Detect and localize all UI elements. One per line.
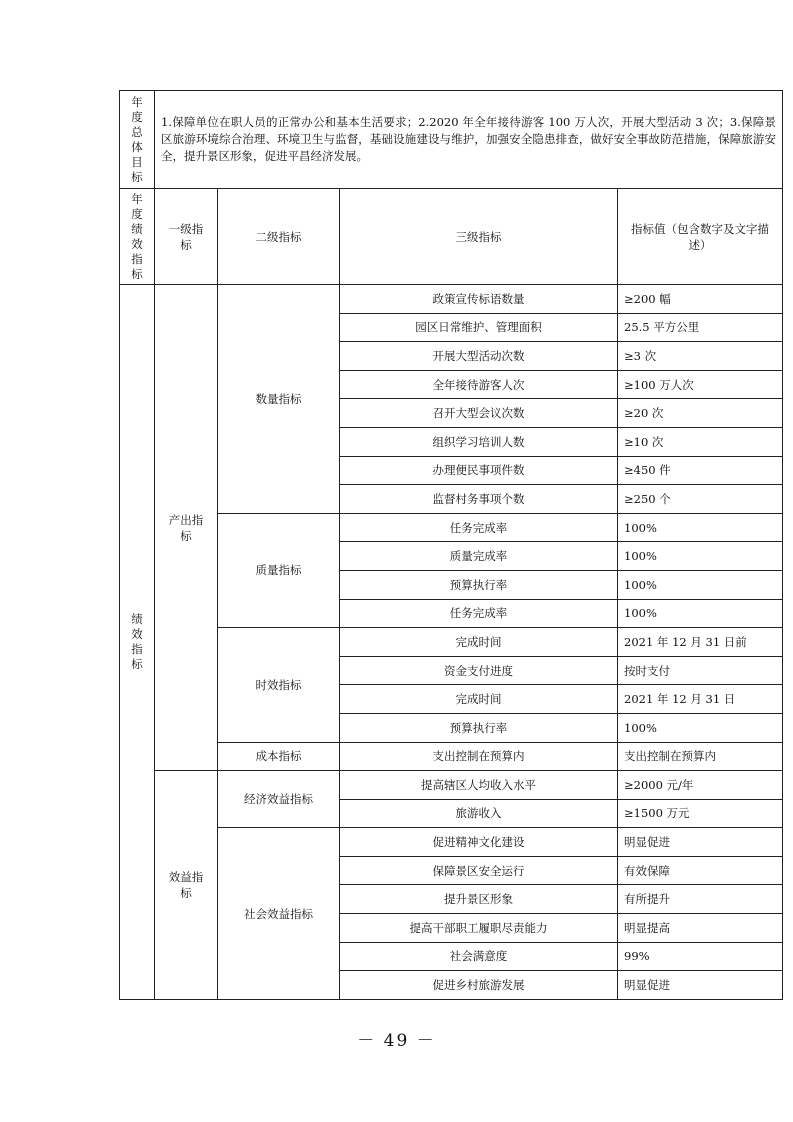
level3-cell: 政策宣传标语数量: [340, 285, 618, 314]
level3-cell: 任务完成率: [340, 513, 618, 542]
level2-header: 二级指标: [218, 189, 340, 285]
value-cell: 100%: [618, 513, 783, 542]
level3-cell: 支出控制在预算内: [340, 742, 618, 771]
value-cell: 99%: [618, 942, 783, 971]
table-row: [120, 771, 783, 800]
table-row: [120, 513, 783, 542]
performance-table: [119, 90, 783, 1000]
value-header: 指标值（包含数字及文字描述）: [618, 189, 783, 285]
table-row: [120, 742, 783, 771]
level3-cell: 预算执行率: [340, 570, 618, 599]
value-cell: 有效保障: [618, 856, 783, 885]
value-cell: ≥1500 万元: [618, 799, 783, 828]
level3-cell: 召开大型会议次数: [340, 399, 618, 428]
value-cell: ≥3 次: [618, 342, 783, 371]
page-number: － 49 －: [357, 1031, 436, 1051]
table-row: [120, 285, 783, 314]
annual-goal-text: 1.保障单位在职人员的正常办公和基本生活要求；2.2020 年全年接待游客 100 万人次，开展大型活动 3 次；3.保障景区旅游环境综合治理、环境卫生与监督，基础设施建设与维护，加强安全隐患排查，做好安全事故防范措施，保障旅游安全，提升景区形象，促进平昌经济发展。: [155, 91, 783, 189]
output-indicator-label: 产出指标: [155, 285, 218, 771]
level3-header: 三级指标: [340, 189, 618, 285]
perf-indicator-header-label: 年 度 绩 效 指 标: [120, 189, 155, 285]
value-cell: 100%: [618, 599, 783, 628]
level3-cell: 完成时间: [340, 628, 618, 657]
value-cell: 100%: [618, 542, 783, 571]
perf-indicator-label: 绩 效 指 标: [120, 285, 155, 1000]
value-cell: 100%: [618, 570, 783, 599]
value-cell: 明显促进: [618, 828, 783, 857]
level3-cell: 提高干部职工履职尽责能力: [340, 914, 618, 943]
level3-cell: 全年接待游客人次: [340, 370, 618, 399]
value-cell: ≥250 个: [618, 485, 783, 514]
timeliness-indicator-label: 时效指标: [218, 628, 340, 742]
table-row: [120, 628, 783, 657]
header-row: [120, 189, 783, 285]
social-benefit-label: 社会效益指标: [218, 828, 340, 1000]
level3-cell: 完成时间: [340, 685, 618, 714]
level3-cell: 旅游收入: [340, 799, 618, 828]
value-cell: 100%: [618, 713, 783, 742]
value-cell: 支出控制在预算内: [618, 742, 783, 771]
value-cell: ≥450 件: [618, 456, 783, 485]
level3-cell: 任务完成率: [340, 599, 618, 628]
value-cell: ≥10 次: [618, 427, 783, 456]
value-cell: 按时支付: [618, 656, 783, 685]
value-cell: 2021 年 12 月 31 日前: [618, 628, 783, 657]
level1-header: 一级指标: [155, 189, 218, 285]
level3-cell: 促进乡村旅游发展: [340, 971, 618, 1000]
value-cell: 明显提高: [618, 914, 783, 943]
quality-indicator-label: 质量指标: [218, 513, 340, 627]
level3-cell: 办理便民事项件数: [340, 456, 618, 485]
value-cell: 2021 年 12 月 31 日: [618, 685, 783, 714]
level3-cell: 提升景区形象: [340, 885, 618, 914]
level3-cell: 提高辖区人均收入水平: [340, 771, 618, 800]
value-cell: ≥2000 元/年: [618, 771, 783, 800]
value-cell: 25.5 平方公里: [618, 313, 783, 342]
economic-benefit-label: 经济效益指标: [218, 771, 340, 828]
value-cell: 有所提升: [618, 885, 783, 914]
value-cell: 明显促进: [618, 971, 783, 1000]
annual-goal-row: [120, 91, 783, 189]
level3-cell: 资金支付进度: [340, 656, 618, 685]
level3-cell: 园区日常维护、管理面积: [340, 313, 618, 342]
level3-cell: 社会满意度: [340, 942, 618, 971]
table-row: [120, 828, 783, 857]
level3-cell: 促进精神文化建设: [340, 828, 618, 857]
cost-indicator-label: 成本指标: [218, 742, 340, 771]
value-cell: ≥100 万人次: [618, 370, 783, 399]
benefit-indicator-label: 效益指标: [155, 771, 218, 1000]
level3-cell: 监督村务事项个数: [340, 485, 618, 514]
level3-cell: 组织学习培训人数: [340, 427, 618, 456]
value-cell: ≥20 次: [618, 399, 783, 428]
level3-cell: 质量完成率: [340, 542, 618, 571]
quantity-indicator-label: 数量指标: [218, 285, 340, 514]
level3-cell: 预算执行率: [340, 713, 618, 742]
level3-cell: 保障景区安全运行: [340, 856, 618, 885]
level3-cell: 开展大型活动次数: [340, 342, 618, 371]
value-cell: ≥200 幅: [618, 285, 783, 314]
annual-goal-label: 年 度 总 体 目 标: [120, 91, 155, 189]
